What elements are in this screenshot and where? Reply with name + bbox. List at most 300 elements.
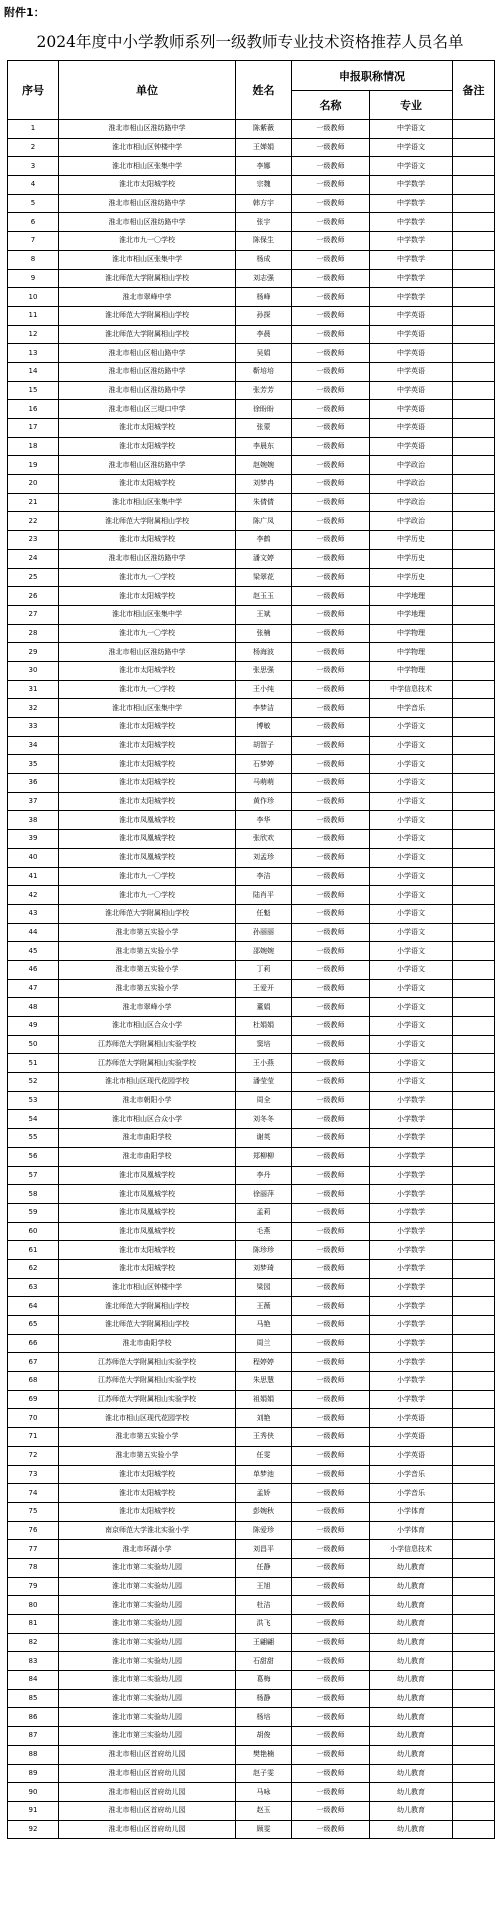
- cell-major: 幼儿教育: [370, 1801, 453, 1820]
- header-major: 专业: [370, 91, 453, 120]
- table-row: [8, 1147, 495, 1166]
- cell-seq: 33: [8, 718, 59, 737]
- table-row: [8, 1708, 495, 1727]
- cell-remark: [453, 587, 495, 606]
- cell-remark: [453, 755, 495, 774]
- table-row: [8, 512, 495, 531]
- cell-title-name: 一级教师: [292, 232, 370, 251]
- cell-seq: 31: [8, 680, 59, 699]
- cell-name: 张蒙: [236, 419, 292, 438]
- cell-seq: 12: [8, 325, 59, 344]
- cell-title-name: 一级教师: [292, 979, 370, 998]
- cell-title-name: 一级教师: [292, 549, 370, 568]
- cell-seq: 67: [8, 1353, 59, 1372]
- cell-remark: [453, 1129, 495, 1148]
- cell-seq: 32: [8, 699, 59, 718]
- cell-name: 陈广凤: [236, 512, 292, 531]
- cell-unit: 淮北市翠峰中学: [59, 288, 236, 307]
- cell-name: 潘莹莹: [236, 1073, 292, 1092]
- cell-title-name: 一级教师: [292, 1783, 370, 1802]
- cell-unit: 淮北市曲阳学校: [59, 1147, 236, 1166]
- cell-name: 陈紫薇: [236, 120, 292, 139]
- cell-remark: [453, 1521, 495, 1540]
- cell-remark: [453, 549, 495, 568]
- cell-remark: [453, 512, 495, 531]
- cell-remark: [453, 568, 495, 587]
- cell-unit: 淮北市相山区钟楼中学: [59, 138, 236, 157]
- cell-major: 中学英语: [370, 381, 453, 400]
- cell-unit: 淮北市第二实验幼儿园: [59, 1633, 236, 1652]
- table-row: [8, 1428, 495, 1447]
- table-row: [8, 213, 495, 232]
- cell-remark: [453, 493, 495, 512]
- cell-major: 中学英语: [370, 400, 453, 419]
- cell-name: 杜娟娟: [236, 1017, 292, 1036]
- cell-seq: 71: [8, 1428, 59, 1447]
- table-row: [8, 718, 495, 737]
- table-row: [8, 661, 495, 680]
- cell-title-name: 一级教师: [292, 194, 370, 213]
- cell-major: 小学数学: [370, 1166, 453, 1185]
- cell-seq: 63: [8, 1278, 59, 1297]
- cell-name: 杜洁: [236, 1596, 292, 1615]
- cell-major: 中学英语: [370, 325, 453, 344]
- header-unit: 单位: [59, 61, 236, 120]
- table-row: [8, 942, 495, 961]
- cell-seq: 42: [8, 886, 59, 905]
- cell-remark: [453, 1017, 495, 1036]
- cell-title-name: 一级教师: [292, 661, 370, 680]
- cell-title-name: 一级教师: [292, 1465, 370, 1484]
- cell-major: 中学政治: [370, 456, 453, 475]
- cell-unit: 淮北市第二实验幼儿园: [59, 1671, 236, 1690]
- cell-unit: 淮北市第三实验幼儿园: [59, 1727, 236, 1746]
- cell-name: 王斌: [236, 605, 292, 624]
- cell-seq: 35: [8, 755, 59, 774]
- cell-seq: 8: [8, 250, 59, 269]
- cell-title-name: 一级教师: [292, 1129, 370, 1148]
- cell-name: 顾雯: [236, 1820, 292, 1839]
- cell-name: 王薇: [236, 1297, 292, 1316]
- table-row: [8, 830, 495, 849]
- cell-remark: [453, 1428, 495, 1447]
- table-row: [8, 400, 495, 419]
- cell-seq: 83: [8, 1652, 59, 1671]
- cell-remark: [453, 1316, 495, 1335]
- cell-major: 中学政治: [370, 475, 453, 494]
- cell-title-name: 一级教师: [292, 1185, 370, 1204]
- cell-seq: 79: [8, 1577, 59, 1596]
- cell-major: 小学语文: [370, 904, 453, 923]
- table-row: [8, 867, 495, 886]
- cell-name: 张宇: [236, 213, 292, 232]
- cell-major: 中学历史: [370, 531, 453, 550]
- table-row: [8, 1241, 495, 1260]
- cell-title-name: 一级教师: [292, 886, 370, 905]
- table-row: [8, 755, 495, 774]
- cell-remark: [453, 1091, 495, 1110]
- cell-seq: 88: [8, 1745, 59, 1764]
- cell-seq: 62: [8, 1259, 59, 1278]
- cell-name: 郑柳柳: [236, 1147, 292, 1166]
- cell-unit: 淮北市九一〇学校: [59, 886, 236, 905]
- cell-title-name: 一级教师: [292, 1334, 370, 1353]
- cell-major: 小学语文: [370, 960, 453, 979]
- table-row: [8, 643, 495, 662]
- cell-name: 洪飞: [236, 1615, 292, 1634]
- cell-major: 幼儿教育: [370, 1558, 453, 1577]
- cell-name: 石梦婷: [236, 755, 292, 774]
- cell-remark: [453, 138, 495, 157]
- table-row: [8, 1035, 495, 1054]
- table-row: [8, 1764, 495, 1783]
- cell-unit: 淮北市太阳城学校: [59, 437, 236, 456]
- cell-remark: [453, 288, 495, 307]
- cell-seq: 51: [8, 1054, 59, 1073]
- table-row: [8, 1484, 495, 1503]
- cell-major: 小学英语: [370, 1446, 453, 1465]
- cell-name: 朱思慧: [236, 1372, 292, 1391]
- cell-name: 杨海波: [236, 643, 292, 662]
- cell-title-name: 一级教师: [292, 456, 370, 475]
- cell-name: 杨峰: [236, 288, 292, 307]
- cell-major: 小学信息技术: [370, 1540, 453, 1559]
- cell-unit: 淮北市凤凰城学校: [59, 830, 236, 849]
- table-row: [8, 157, 495, 176]
- cell-name: 王旭: [236, 1577, 292, 1596]
- cell-major: 中学英语: [370, 306, 453, 325]
- cell-title-name: 一级教师: [292, 1801, 370, 1820]
- table-row: [8, 1689, 495, 1708]
- table-row: [8, 1129, 495, 1148]
- cell-name: 博敏: [236, 718, 292, 737]
- cell-remark: [453, 120, 495, 139]
- cell-remark: [453, 1745, 495, 1764]
- cell-title-name: 一级教师: [292, 1727, 370, 1746]
- cell-seq: 60: [8, 1222, 59, 1241]
- cell-major: 小学数学: [370, 1390, 453, 1409]
- cell-seq: 7: [8, 232, 59, 251]
- cell-name: 赵玉玉: [236, 587, 292, 606]
- cell-major: 中学数学: [370, 269, 453, 288]
- cell-unit: 淮北市环湖小学: [59, 1540, 236, 1559]
- cell-unit: 淮北市第二实验幼儿园: [59, 1558, 236, 1577]
- cell-major: 小学数学: [370, 1297, 453, 1316]
- cell-remark: [453, 1222, 495, 1241]
- cell-unit: 淮北师范大学附属相山学校: [59, 1297, 236, 1316]
- cell-title-name: 一级教师: [292, 960, 370, 979]
- cell-seq: 74: [8, 1484, 59, 1503]
- cell-title-name: 一级教师: [292, 493, 370, 512]
- cell-name: 刘昌平: [236, 1540, 292, 1559]
- cell-remark: [453, 1820, 495, 1839]
- cell-name: 孟莉: [236, 1203, 292, 1222]
- cell-unit: 淮北市相山区淮纺路中学: [59, 213, 236, 232]
- cell-unit: 淮北市相山区淮纺路中学: [59, 381, 236, 400]
- cell-title-name: 一级教师: [292, 400, 370, 419]
- cell-major: 幼儿教育: [370, 1671, 453, 1690]
- cell-remark: [453, 1465, 495, 1484]
- cell-name: 张楠: [236, 624, 292, 643]
- cell-title-name: 一级教师: [292, 624, 370, 643]
- cell-name: 程婷婷: [236, 1353, 292, 1372]
- cell-title-name: 一级教师: [292, 288, 370, 307]
- cell-major: 小学语文: [370, 755, 453, 774]
- cell-major: 中学数学: [370, 288, 453, 307]
- cell-major: 中学物理: [370, 643, 453, 662]
- cell-name: 梁翠花: [236, 568, 292, 587]
- cell-name: 周兰: [236, 1334, 292, 1353]
- table-row: [8, 587, 495, 606]
- cell-remark: [453, 848, 495, 867]
- cell-seq: 40: [8, 848, 59, 867]
- cell-unit: 淮北市九一〇学校: [59, 568, 236, 587]
- cell-name: 张欣欢: [236, 830, 292, 849]
- cell-title-name: 一级教师: [292, 1054, 370, 1073]
- cell-title-name: 一级教师: [292, 867, 370, 886]
- cell-seq: 19: [8, 456, 59, 475]
- cell-unit: 淮北市相山区现代花园学校: [59, 1073, 236, 1092]
- cell-remark: [453, 1801, 495, 1820]
- table-row: [8, 1203, 495, 1222]
- cell-remark: [453, 400, 495, 419]
- cell-title-name: 一级教师: [292, 269, 370, 288]
- cell-seq: 25: [8, 568, 59, 587]
- table-row: [8, 1465, 495, 1484]
- cell-remark: [453, 1764, 495, 1783]
- table-row: [8, 1334, 495, 1353]
- cell-unit: 淮北师范大学附属相山学校: [59, 269, 236, 288]
- table-row: [8, 1259, 495, 1278]
- cell-name: 刘艳: [236, 1409, 292, 1428]
- cell-seq: 56: [8, 1147, 59, 1166]
- cell-seq: 90: [8, 1783, 59, 1802]
- cell-unit: 淮北市凤凰城学校: [59, 1203, 236, 1222]
- cell-unit: 淮北市第五实验小学: [59, 942, 236, 961]
- cell-unit: 淮北师范大学附属相山学校: [59, 306, 236, 325]
- cell-major: 小学数学: [370, 1203, 453, 1222]
- table-row: [8, 699, 495, 718]
- cell-major: 中学语文: [370, 138, 453, 157]
- cell-seq: 76: [8, 1521, 59, 1540]
- cell-name: 樊艳楠: [236, 1745, 292, 1764]
- cell-seq: 75: [8, 1502, 59, 1521]
- cell-unit: 淮北市朝阳小学: [59, 1091, 236, 1110]
- cell-unit: 江苏师范大学附属相山实验学校: [59, 1054, 236, 1073]
- cell-name: 马艳: [236, 1316, 292, 1335]
- cell-seq: 28: [8, 624, 59, 643]
- cell-unit: 淮北市太阳城学校: [59, 661, 236, 680]
- cell-unit: 淮北市第二实验幼儿园: [59, 1689, 236, 1708]
- cell-title-name: 一级教师: [292, 344, 370, 363]
- cell-unit: 淮北市太阳城学校: [59, 792, 236, 811]
- cell-unit: 淮北市第五实验小学: [59, 979, 236, 998]
- cell-major: 幼儿教育: [370, 1764, 453, 1783]
- cell-seq: 3: [8, 157, 59, 176]
- cell-seq: 81: [8, 1615, 59, 1634]
- cell-title-name: 一级教师: [292, 942, 370, 961]
- cell-major: 小学语文: [370, 886, 453, 905]
- cell-major: 小学音乐: [370, 1465, 453, 1484]
- cell-major: 中学历史: [370, 549, 453, 568]
- cell-unit: 淮北市相山区张集中学: [59, 699, 236, 718]
- cell-title-name: 一级教师: [292, 1222, 370, 1241]
- cell-remark: [453, 1203, 495, 1222]
- cell-name: 陈珍珍: [236, 1241, 292, 1260]
- cell-unit: 淮北师范大学附属相山学校: [59, 1316, 236, 1335]
- cell-unit: 淮北市太阳城学校: [59, 1241, 236, 1260]
- cell-unit: 淮北市相山区淮纺路中学: [59, 120, 236, 139]
- cell-title-name: 一级教师: [292, 1428, 370, 1447]
- table-row: [8, 1185, 495, 1204]
- cell-title-name: 一级教师: [292, 1615, 370, 1634]
- table-row: [8, 998, 495, 1017]
- cell-name: 毛燕: [236, 1222, 292, 1241]
- cell-major: 中学数学: [370, 194, 453, 213]
- cell-major: 小学体育: [370, 1502, 453, 1521]
- cell-major: 中学数学: [370, 232, 453, 251]
- cell-major: 小学数学: [370, 1241, 453, 1260]
- cell-title-name: 一级教师: [292, 923, 370, 942]
- cell-title-name: 一级教师: [292, 736, 370, 755]
- cell-remark: [453, 661, 495, 680]
- cell-unit: 江苏师范大学附属相山实验学校: [59, 1372, 236, 1391]
- cell-name: 彭婉秋: [236, 1502, 292, 1521]
- cell-seq: 1: [8, 120, 59, 139]
- table-row: [8, 1615, 495, 1634]
- cell-unit: 淮北市相山区三堤口中学: [59, 400, 236, 419]
- cell-unit: 淮北市太阳城学校: [59, 1502, 236, 1521]
- cell-major: 小学数学: [370, 1278, 453, 1297]
- cell-major: 小学数学: [370, 1316, 453, 1335]
- cell-name: 李梦洁: [236, 699, 292, 718]
- cell-remark: [453, 1652, 495, 1671]
- cell-unit: 淮北市相山区首府幼儿园: [59, 1745, 236, 1764]
- cell-name: 徐盼盼: [236, 400, 292, 419]
- cell-unit: 淮北市第二实验幼儿园: [59, 1708, 236, 1727]
- cell-remark: [453, 1671, 495, 1690]
- cell-remark: [453, 306, 495, 325]
- cell-seq: 39: [8, 830, 59, 849]
- table-row: [8, 1502, 495, 1521]
- cell-unit: 淮北市凤凰城学校: [59, 811, 236, 830]
- cell-seq: 69: [8, 1390, 59, 1409]
- cell-title-name: 一级教师: [292, 1484, 370, 1503]
- cell-name: 杨成: [236, 250, 292, 269]
- cell-major: 小学语文: [370, 1035, 453, 1054]
- cell-name: 陈爱珍: [236, 1521, 292, 1540]
- cell-remark: [453, 362, 495, 381]
- cell-unit: 淮北师范大学附属相山学校: [59, 904, 236, 923]
- cell-major: 小学语文: [370, 1073, 453, 1092]
- cell-seq: 2: [8, 138, 59, 157]
- cell-major: 中学物理: [370, 661, 453, 680]
- cell-seq: 53: [8, 1091, 59, 1110]
- table-row: [8, 493, 495, 512]
- cell-remark: [453, 531, 495, 550]
- table-row: [8, 250, 495, 269]
- cell-seq: 9: [8, 269, 59, 288]
- cell-major: 小学体育: [370, 1521, 453, 1540]
- cell-unit: 淮北市相山区现代花园学校: [59, 1409, 236, 1428]
- cell-seq: 72: [8, 1446, 59, 1465]
- cell-name: 丁莉: [236, 960, 292, 979]
- cell-remark: [453, 1615, 495, 1634]
- cell-major: 小学数学: [370, 1353, 453, 1372]
- cell-major: 小学数学: [370, 1222, 453, 1241]
- table-row: [8, 1596, 495, 1615]
- cell-seq: 29: [8, 643, 59, 662]
- cell-seq: 68: [8, 1372, 59, 1391]
- cell-seq: 70: [8, 1409, 59, 1428]
- cell-remark: [453, 1577, 495, 1596]
- header-seq: 序号: [8, 61, 59, 120]
- cell-seq: 44: [8, 923, 59, 942]
- cell-name: 靳培培: [236, 362, 292, 381]
- cell-unit: 淮北市相山区淮纺路中学: [59, 456, 236, 475]
- cell-unit: 淮北市太阳城学校: [59, 736, 236, 755]
- cell-unit: 淮北市相山区淮纺路中学: [59, 362, 236, 381]
- cell-title-name: 一级教师: [292, 1203, 370, 1222]
- cell-major: 小学语文: [370, 923, 453, 942]
- cell-title-name: 一级教师: [292, 587, 370, 606]
- cell-major: 小学语文: [370, 979, 453, 998]
- cell-unit: 淮北市相山区张集中学: [59, 250, 236, 269]
- cell-name: 任雯: [236, 1446, 292, 1465]
- cell-title-name: 一级教师: [292, 1147, 370, 1166]
- cell-unit: 淮北市太阳城学校: [59, 1484, 236, 1503]
- cell-unit: 淮北市第五实验小学: [59, 923, 236, 942]
- cell-seq: 73: [8, 1465, 59, 1484]
- cell-major: 小学数学: [370, 1259, 453, 1278]
- cell-unit: 淮北市相山区张集中学: [59, 157, 236, 176]
- cell-unit: 淮北师范大学附属相山学校: [59, 512, 236, 531]
- cell-major: 幼儿教育: [370, 1745, 453, 1764]
- cell-major: 小学英语: [370, 1409, 453, 1428]
- cell-seq: 59: [8, 1203, 59, 1222]
- cell-name: 梁园: [236, 1278, 292, 1297]
- table-header: [8, 61, 495, 120]
- header-title-name: 名称: [292, 91, 370, 120]
- cell-seq: 49: [8, 1017, 59, 1036]
- table-row: [8, 960, 495, 979]
- cell-name: 马咏: [236, 1783, 292, 1802]
- cell-remark: [453, 960, 495, 979]
- table-row: [8, 437, 495, 456]
- cell-title-name: 一级教师: [292, 1596, 370, 1615]
- cell-seq: 47: [8, 979, 59, 998]
- cell-unit: 淮北市九一〇学校: [59, 867, 236, 886]
- cell-remark: [453, 475, 495, 494]
- cell-title-name: 一级教师: [292, 138, 370, 157]
- cell-unit: 淮北市第五实验小学: [59, 1446, 236, 1465]
- cell-unit: 淮北市第二实验幼儿园: [59, 1652, 236, 1671]
- cell-name: 潘文婷: [236, 549, 292, 568]
- header-title-group: 申报职称情况: [292, 61, 453, 91]
- cell-name: 朱倩倩: [236, 493, 292, 512]
- cell-seq: 84: [8, 1671, 59, 1690]
- cell-seq: 78: [8, 1558, 59, 1577]
- table-row: [8, 923, 495, 942]
- cell-unit: 江苏师范大学附属相山实验学校: [59, 1353, 236, 1372]
- table-row: [8, 475, 495, 494]
- cell-title-name: 一级教师: [292, 1745, 370, 1764]
- cell-unit: 淮北市相山区钟楼中学: [59, 1278, 236, 1297]
- cell-seq: 18: [8, 437, 59, 456]
- cell-seq: 87: [8, 1727, 59, 1746]
- cell-title-name: 一级教师: [292, 1166, 370, 1185]
- table-row: [8, 1446, 495, 1465]
